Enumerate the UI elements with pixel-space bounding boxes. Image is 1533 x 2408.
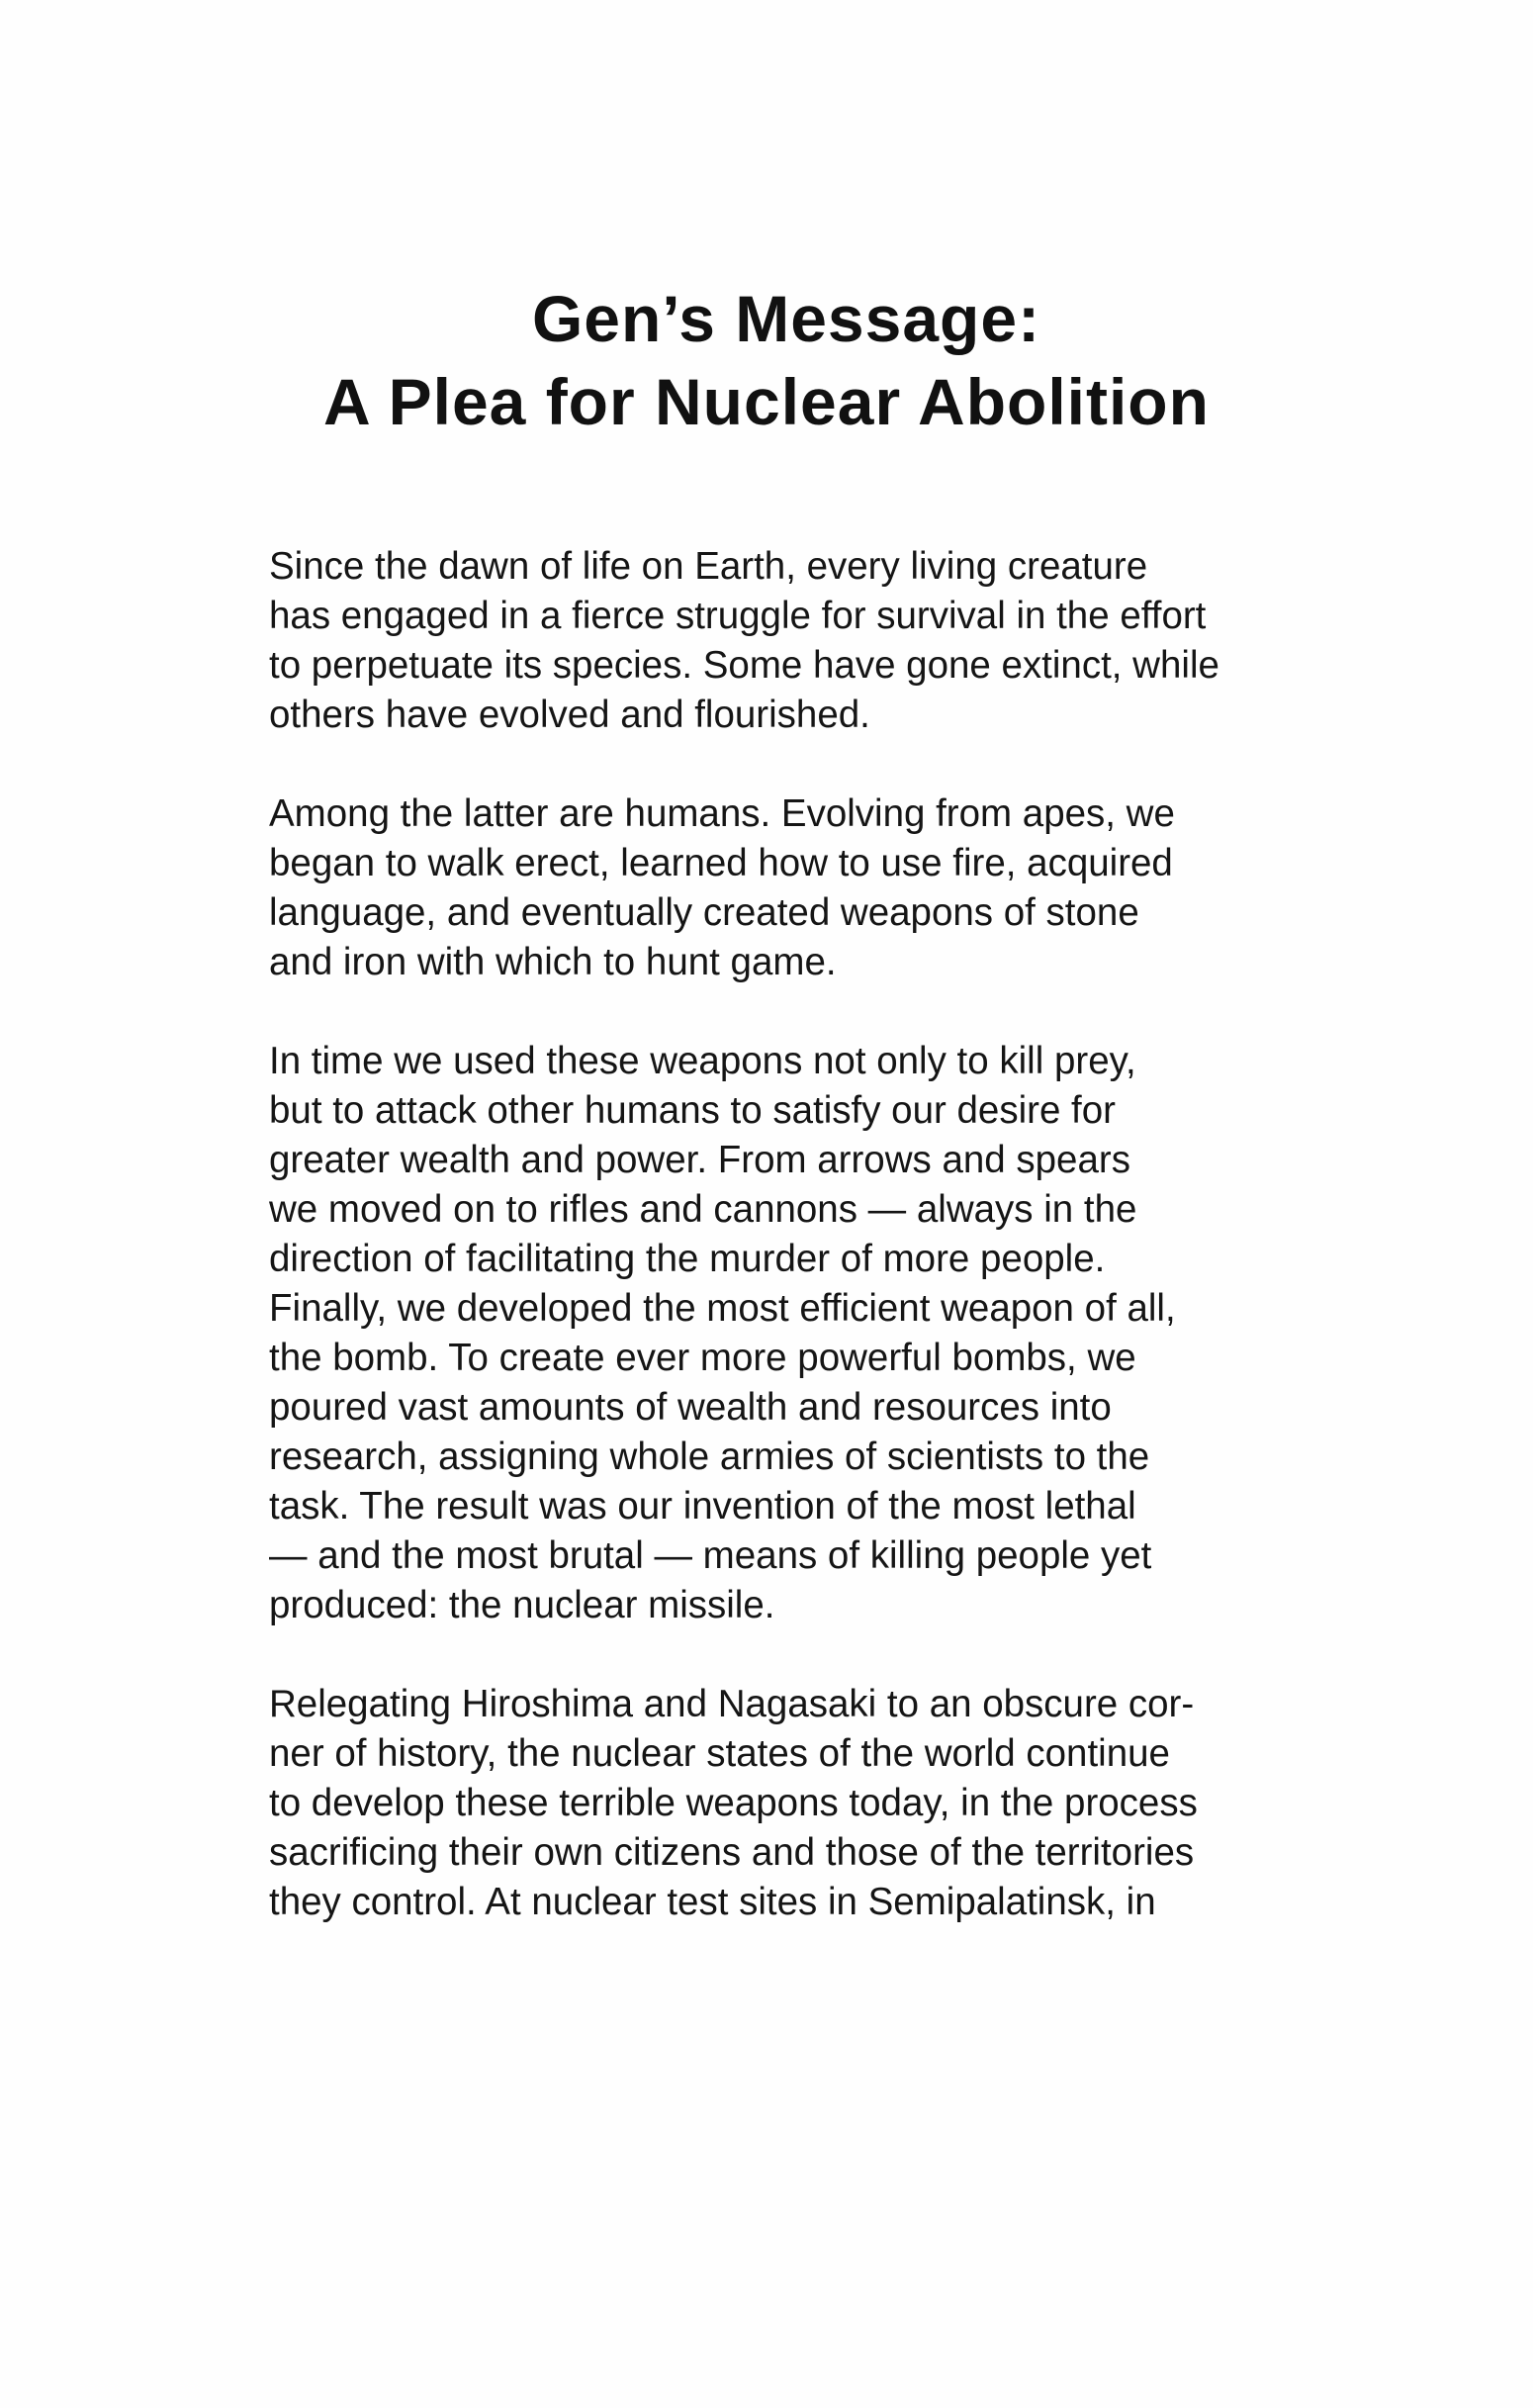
paragraph-2 bbox=[269, 789, 1308, 987]
text-line: direction of facilitating the murder of more people. bbox=[269, 1238, 1106, 1280]
text-line: has engaged in a fierce struggle for survival in the effort bbox=[269, 595, 1207, 637]
title-line-2: A Plea for Nuclear Abolition bbox=[323, 365, 1210, 438]
text-line: and iron with which to hunt game. bbox=[269, 941, 837, 983]
text-line: began to walk erect, learned how to use fire, acquired bbox=[269, 842, 1173, 884]
text-line: to perpetuate its species. Some have gone extinct, while bbox=[269, 644, 1219, 687]
text-line: Relegating Hiroshima and Nagasaki to an obscure cor- bbox=[269, 1683, 1195, 1725]
body-text bbox=[269, 542, 1308, 1977]
text-line: greater wealth and power. From arrows and spears bbox=[269, 1139, 1130, 1181]
text-line: poured vast amounts of wealth and resources into bbox=[269, 1386, 1112, 1429]
paragraph-4 bbox=[269, 1680, 1308, 1927]
title-line-1: Gen’s Message: bbox=[531, 282, 1041, 355]
text-line: they control. At nuclear test sites in Semipalatinsk, in bbox=[269, 1881, 1156, 1923]
text-line: In time we used these weapons not only to kill prey, bbox=[269, 1040, 1136, 1082]
text-line: produced: the nuclear missile. bbox=[269, 1584, 775, 1626]
text-line: others have evolved and flourished. bbox=[269, 694, 870, 736]
page-title bbox=[0, 277, 1533, 443]
text-line: task. The result was our invention of the most lethal bbox=[269, 1485, 1136, 1528]
text-line: Since the dawn of life on Earth, every living creature bbox=[269, 545, 1148, 588]
paragraph-3 bbox=[269, 1037, 1308, 1630]
text-line: but to attack other humans to satisfy our desire for bbox=[269, 1089, 1116, 1132]
text-line: we moved on to rifles and cannons — always in the bbox=[269, 1188, 1137, 1231]
text-line: Among the latter are humans. Evolving from apes, we bbox=[269, 792, 1175, 835]
paragraph-1 bbox=[269, 542, 1308, 740]
text-line: to develop these terrible weapons today, in the process bbox=[269, 1782, 1198, 1824]
text-line: — and the most brutal — means of killing people yet bbox=[269, 1534, 1152, 1577]
text-line: ner of history, the nuclear states of the world continue bbox=[269, 1732, 1170, 1775]
text-line: research, assigning whole armies of scientists to the bbox=[269, 1436, 1150, 1478]
text-line: sacrificing their own citizens and those of the territories bbox=[269, 1831, 1195, 1874]
text-line: Finally, we developed the most efficient weapon of all, bbox=[269, 1287, 1176, 1330]
text-line: the bomb. To create ever more powerful bombs, we bbox=[269, 1337, 1136, 1379]
text-line: language, and eventually created weapons of stone bbox=[269, 891, 1139, 934]
